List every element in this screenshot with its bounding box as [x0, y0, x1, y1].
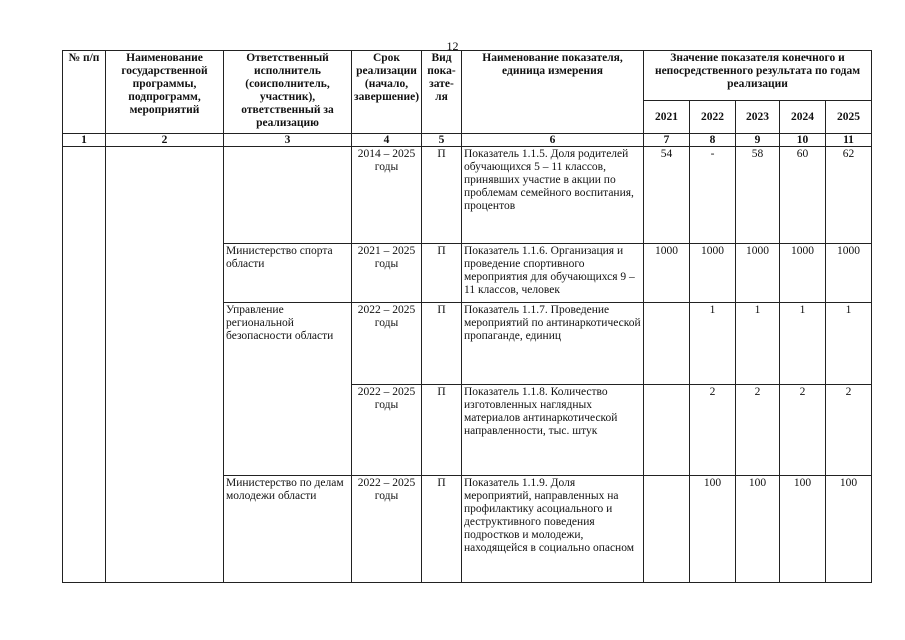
- value-cell: 1000: [736, 244, 780, 303]
- header-indicator-type: Вид пока-зате-ля: [422, 51, 462, 134]
- indicator-type-cell: П: [422, 303, 462, 385]
- executor-cell: Управление региональной безопасности области: [224, 303, 352, 476]
- column-number: 5: [422, 134, 462, 147]
- header-values: Значение показателя конечного и непосредственного результата по годам реализации: [644, 51, 872, 101]
- value-cell: 1: [690, 303, 736, 385]
- program-name-cell: [106, 147, 224, 583]
- value-cell: -: [690, 147, 736, 244]
- number-cell: [63, 147, 106, 583]
- value-cell: 54: [644, 147, 690, 244]
- indicator-name-cell: Показатель 1.1.7. Проведение мероприятий по антинаркотической пропаганде, единиц: [462, 303, 644, 385]
- header-year: 2025: [826, 101, 872, 134]
- executor-cell: Министерство по делам молодежи области: [224, 476, 352, 583]
- value-cell: 1000: [644, 244, 690, 303]
- column-number: 8: [690, 134, 736, 147]
- indicator-type-cell: П: [422, 476, 462, 583]
- header-executor: Ответственный исполнитель (соисполнитель, участник), ответственный за реализацию: [224, 51, 352, 134]
- indicator-name-cell: Показатель 1.1.8. Количество изготовленных наглядных материалов антинаркотической направленности, тыс. штук: [462, 385, 644, 476]
- header-year: 2021: [644, 101, 690, 134]
- indicator-type-cell: П: [422, 244, 462, 303]
- executor-cell: Министерство спорта области: [224, 244, 352, 303]
- value-cell: 2: [736, 385, 780, 476]
- column-number: 11: [826, 134, 872, 147]
- header-term: Срок реализации (начало, завершение): [352, 51, 422, 134]
- value-cell: 1: [780, 303, 826, 385]
- header-program-name: Наименование государственной программы, подпрограмм, мероприятий: [106, 51, 224, 134]
- header-year: 2022: [690, 101, 736, 134]
- value-cell: 58: [736, 147, 780, 244]
- term-cell: 2014 – 2025 годы: [352, 147, 422, 244]
- indicator-type-cell: П: [422, 385, 462, 476]
- value-cell: [644, 385, 690, 476]
- indicator-name-cell: Показатель 1.1.6. Организация и проведение спортивного мероприятия для обучающихся 9 – 11 классов, человек: [462, 244, 644, 303]
- value-cell: 1: [826, 303, 872, 385]
- table-row: [63, 147, 872, 244]
- executor-cell: [224, 147, 352, 244]
- column-number: 9: [736, 134, 780, 147]
- column-number: 2: [106, 134, 224, 147]
- term-cell: 2022 – 2025 годы: [352, 385, 422, 476]
- value-cell: 100: [826, 476, 872, 583]
- column-number: 7: [644, 134, 690, 147]
- column-number: 6: [462, 134, 644, 147]
- value-cell: [644, 476, 690, 583]
- column-number: 1: [63, 134, 106, 147]
- value-cell: [644, 303, 690, 385]
- value-cell: 62: [826, 147, 872, 244]
- term-cell: 2022 – 2025 годы: [352, 303, 422, 385]
- value-cell: 1: [736, 303, 780, 385]
- column-number: 10: [780, 134, 826, 147]
- value-cell: 1000: [826, 244, 872, 303]
- term-cell: 2021 – 2025 годы: [352, 244, 422, 303]
- value-cell: 60: [780, 147, 826, 244]
- value-cell: 100: [780, 476, 826, 583]
- header-year: 2023: [736, 101, 780, 134]
- value-cell: 100: [690, 476, 736, 583]
- indicator-name-cell: Показатель 1.1.5. Доля родителей обучающихся 5 – 11 классов, принявших участие в акции по проблемам семейного воспитания, процентов: [462, 147, 644, 244]
- column-number: 3: [224, 134, 352, 147]
- value-cell: 1000: [690, 244, 736, 303]
- value-cell: 2: [690, 385, 736, 476]
- page-number: 12: [446, 39, 459, 53]
- indicator-table: [62, 50, 872, 583]
- value-cell: 1000: [780, 244, 826, 303]
- column-number: 4: [352, 134, 422, 147]
- header-number: № п/п: [63, 51, 106, 134]
- column-number-row: [63, 134, 872, 147]
- header-year: 2024: [780, 101, 826, 134]
- header-indicator-name: Наименование показателя, единица измерения: [462, 51, 644, 134]
- indicator-name-cell: Показатель 1.1.9. Доля мероприятий, направленных на профилактику асоциального и деструктивного поведения подростков и молодежи, находящейся в социально опасном: [462, 476, 644, 583]
- value-cell: 2: [826, 385, 872, 476]
- indicator-type-cell: П: [422, 147, 462, 244]
- term-cell: 2022 – 2025 годы: [352, 476, 422, 583]
- value-cell: 2: [780, 385, 826, 476]
- value-cell: 100: [736, 476, 780, 583]
